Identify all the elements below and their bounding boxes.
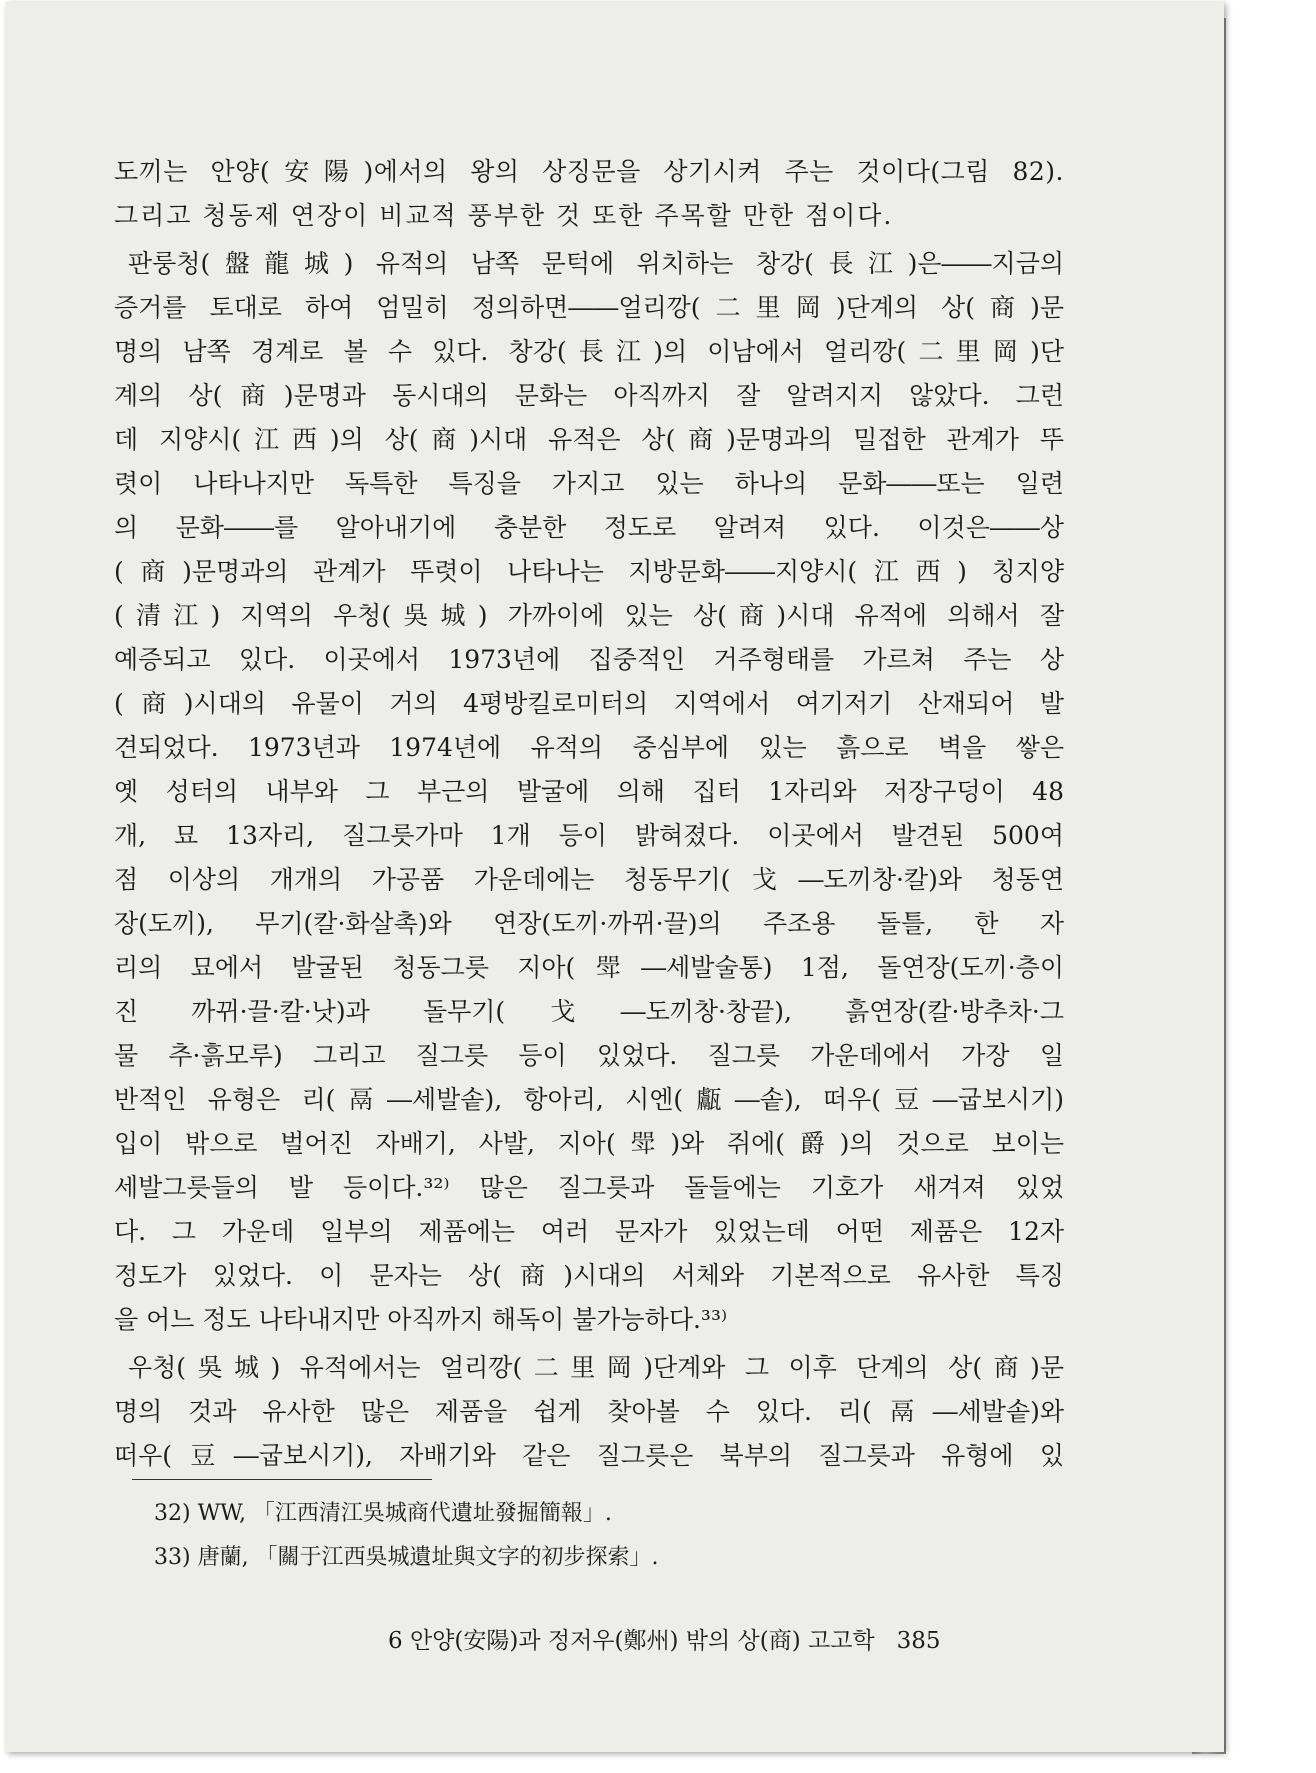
text-line: 의 문화――를 알아내기에 충분한 정도로 알려져 있다. 이것은――상 bbox=[114, 513, 1064, 542]
text-line: 점 이상의 개개의 가공품 가운데에는 청동무기(戈―도끼창·칼)와 청동연 bbox=[114, 865, 1064, 894]
text-line: 떠우(豆―굽보시기), 자배기와 같은 질그릇은 북부의 질그릇과 유형에 있 bbox=[114, 1441, 1064, 1470]
text-line: 리의 묘에서 발굴된 청동그릇 지아(斝―세발술통) 1점, 돌연장(도끼·층이 bbox=[114, 953, 1064, 982]
text-line: 옛 성터의 내부와 그 부근의 발굴에 의해 집터 1자리와 저장구덩이 48 bbox=[114, 777, 1064, 806]
text-line: 을 어느 정도 나타내지만 아직까지 해독이 불가능하다.³³⁾ bbox=[114, 1305, 728, 1334]
text-line: 데 지양시(江西)의 상(商)시대 유적은 상(商)문명과의 밀접한 관계가 뚜 bbox=[114, 425, 1064, 454]
text-line: 그리고 청동제 연장이 비교적 풍부한 것 또한 주목할 만한 점이다. bbox=[114, 201, 894, 230]
text-line: 장(도끼), 무기(칼·화살촉)와 연장(도끼·까뀌·끌)의 주조용 돌틀, 한 자 bbox=[114, 909, 1064, 938]
page-number: 385 bbox=[896, 1628, 941, 1654]
footnotes bbox=[154, 1492, 659, 1580]
text-line: 세발그릇들의 발 등이다.³²⁾ 많은 질그릇과 돌들에는 기호가 새겨져 있었 bbox=[114, 1173, 1064, 1202]
text-line: 우청(吳城) 유적에서는 얼리깡(二里岡)단계와 그 이후 단계의 상(商)문 bbox=[128, 1353, 1064, 1382]
text-line: 판룽청(盤龍城) 유적의 남쪽 문턱에 위치하는 창강(長江)은――지금의 bbox=[128, 249, 1064, 278]
text-line: 반적인 유형은 리(鬲―세발솥), 항아리, 시엔(甗―솥), 떠우(豆―굽보시기) bbox=[114, 1085, 1064, 1114]
text-line: 계의 상(商)문명과 동시대의 문화는 아직까지 잘 알려지지 않았다. 그런 bbox=[114, 381, 1064, 410]
text-line: 도끼는 안양(安陽)에서의 왕의 상징문을 상기시켜 주는 것이다(그림 82). bbox=[114, 157, 1064, 186]
text-line: 물 추·흙모루) 그리고 질그릇 등이 있었다. 질그릇 가운데에서 가장 일 bbox=[114, 1041, 1064, 1070]
text-line: 견되었다. 1973년과 1974년에 유적의 중심부에 있는 흙으로 벽을 쌓은 bbox=[114, 733, 1064, 762]
text-line: (清江) 지역의 우청(吳城) 가까이에 있는 상(商)시대 유적에 의해서 잘 bbox=[114, 601, 1064, 630]
footnote-32: 32) WW, 「江西清江吳城商代遺址發掘簡報」. bbox=[154, 1501, 612, 1526]
text-line: 진 까뀌·끌·칼·낫)과 돌무기(戈―도끼창·창끝), 흙연장(칼·방추차·그 bbox=[114, 997, 1064, 1026]
footnote-divider bbox=[132, 1479, 432, 1480]
text-line: 렷이 나타나지만 독특한 특징을 가지고 있는 하나의 문화――또는 일련 bbox=[114, 469, 1064, 498]
footnote-33: 33) 唐蘭, 「關于江西吳城遺址與文字的初步探索」. bbox=[154, 1545, 659, 1570]
running-title: 6 안양(安陽)과 정저우(鄭州) 밖의 상(商) 고고학 bbox=[388, 1628, 875, 1654]
text-line: 다. 그 가운데 일부의 제품에는 여러 문자가 있었는데 어떤 제품은 12자 bbox=[114, 1217, 1064, 1246]
text-line: 정도가 있었다. 이 문자는 상(商)시대의 서체와 기본적으로 유사한 특징 bbox=[114, 1261, 1064, 1290]
text-line: 증거를 토대로 하여 엄밀히 정의하면――얼리깡(二里岡)단계의 상(商)문 bbox=[114, 293, 1064, 322]
text-line: 명의 남쪽 경계로 볼 수 있다. 창강(長江)의 이남에서 얼리깡(二里岡)단 bbox=[114, 337, 1064, 366]
running-footer bbox=[388, 1622, 1048, 1655]
text-line: 개, 묘 13자리, 질그릇가마 1개 등이 밝혀졌다. 이곳에서 발견된 500여 bbox=[114, 821, 1064, 850]
text-line: 예증되고 있다. 이곳에서 1973년에 집중적인 거주형태를 가르쳐 주는 상 bbox=[114, 645, 1064, 674]
text-line: 명의 것과 유사한 많은 제품을 쉽게 찾아볼 수 있다. 리(鬲―세발솥)와 bbox=[114, 1397, 1064, 1426]
text-line: (商)문명과의 관계가 뚜렷이 나타나는 지방문화――지양시(江西) 칭지양 bbox=[114, 557, 1064, 586]
text-line: (商)시대의 유물이 거의 4평방킬로미터의 지역에서 여기저기 산재되어 발 bbox=[114, 689, 1064, 718]
text-line: 입이 밖으로 벌어진 자배기, 사발, 지아(斝)와 쥐에(爵)의 것으로 보이는 bbox=[114, 1129, 1064, 1158]
book-page bbox=[6, 2, 1224, 1752]
body-text bbox=[114, 150, 1064, 1478]
